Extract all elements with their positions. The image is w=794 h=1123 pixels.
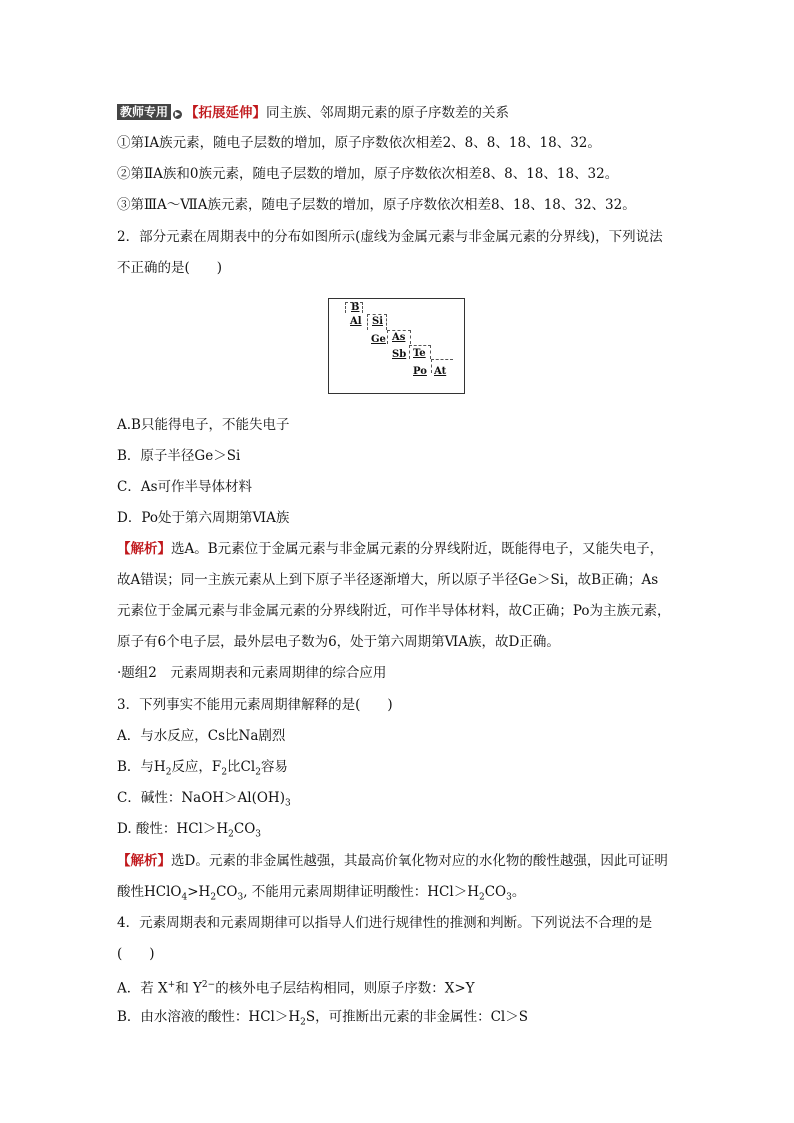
q3-option-d: D. 酸性：$HCl>H_2CO_3$ bbox=[117, 821, 261, 840]
element-po: Po bbox=[413, 366, 427, 377]
q4-stem-line2: ( ) bbox=[117, 946, 155, 962]
arrow-circle-icon: ▶ bbox=[174, 110, 181, 118]
q2-stem-line2: 不正确的是( ) bbox=[117, 260, 223, 276]
teacher-tag: 教师专用 bbox=[117, 104, 171, 120]
element-si: Si bbox=[372, 316, 384, 327]
q3-option-b: B．与$H_2$反应，$F_2$比$Cl_2$容易 bbox=[117, 759, 288, 778]
q3-analysis-line1: 【解析】选D。元素的非金属性越强，其最高价氧化物对应的水化物的酸性越强，因此可证明 bbox=[117, 853, 668, 869]
intro-title: 同主族、邻周期元素的原子序数差的关系 bbox=[266, 105, 510, 121]
q2-option-c: C．As可作半导体材料 bbox=[117, 479, 253, 495]
analysis-label: 【解析】 bbox=[117, 853, 171, 869]
rule-1: ①第ⅠA族元素，随电子层数的增加，原子序数依次相差2、8、8、18、18、32。 bbox=[117, 135, 601, 151]
q3-analysis-line2: 酸性$HClO_4>H_2CO_3$, 不能用元素周期律证明酸性：$HCl>H_2CO_3$。 bbox=[117, 884, 526, 903]
group-heading: ·题组2 元素周期表和元素周期律的综合应用 bbox=[117, 665, 387, 681]
analysis-label: 【解析】 bbox=[117, 541, 171, 557]
q3-option-c: C．碱性：$NaOH>Al(OH)_3$ bbox=[117, 790, 291, 809]
element-as: As bbox=[392, 332, 406, 343]
q2-analysis-line1: 【解析】选A。B元素位于金属元素与非金属元素的分界线附近，既能得电子，又能失电子， bbox=[117, 541, 664, 557]
intro-line bbox=[117, 104, 509, 122]
q4-option-b: B．由水溶液的酸性：$HCl>H_2S$，可推断出元素的非金属性：Cl＞S bbox=[117, 1009, 529, 1028]
element-ge: Ge bbox=[371, 334, 386, 345]
q4-stem-line1: 4．元素周期表和元素周期律可以指导人们进行规律性的推测和判断。下列说法不合理的是 bbox=[117, 915, 653, 931]
rule-2: ②第ⅡA族和0族元素，随电子层数的增加，原子序数依次相差8、8、18、18、32。 bbox=[117, 166, 619, 182]
q3-option-a: A．与水反应，Cs比Na剧烈 bbox=[117, 728, 286, 744]
element-al: Al bbox=[350, 316, 362, 327]
q4-option-a: A．若 X+和 $Y^{2-}$的核外电子层结构相同，则原子序数：X>Y bbox=[117, 980, 475, 997]
element-at: At bbox=[434, 366, 447, 377]
q2-option-a: A.B只能得电子，不能失电子 bbox=[117, 417, 290, 433]
q2-stem-line1: 2．部分元素在周期表中的分布如图所示(虚线为金属元素与非金属元素的分界线)，下列说法 bbox=[117, 229, 663, 245]
q3-stem: 3．下列事实不能用元素周期律解释的是( ) bbox=[117, 697, 393, 713]
element-sb: Sb bbox=[392, 349, 407, 360]
element-b: B bbox=[351, 302, 360, 313]
q2-analysis-line4: 原子有6个电子层，最外层电子数为6，处于第六周期第ⅥA族，故D正确。 bbox=[117, 634, 560, 650]
q2-option-d: D．Po处于第六周期第ⅥA族 bbox=[117, 510, 290, 526]
q2-analysis-line3: 元素位于金属元素与非金属元素的分界线附近，可作半导体材料，故C正确；Po为主族元素， bbox=[117, 603, 671, 619]
periodic-table-figure bbox=[328, 298, 465, 394]
element-te: Te bbox=[413, 348, 426, 359]
q2-option-b: B．原子半径Ge＞Si bbox=[117, 448, 241, 464]
rule-3: ③第ⅢA～ⅦA族元素，随电子层数的增加，原子序数依次相差8、18、18、32、32。 bbox=[117, 197, 636, 213]
q2-analysis-line2: 故A错误；同一主族元素从上到下原子半径逐渐增大，所以原子半径Ge＞Si，故B正确；As bbox=[117, 572, 659, 588]
extension-heading: 【拓展延伸】 bbox=[185, 105, 267, 121]
